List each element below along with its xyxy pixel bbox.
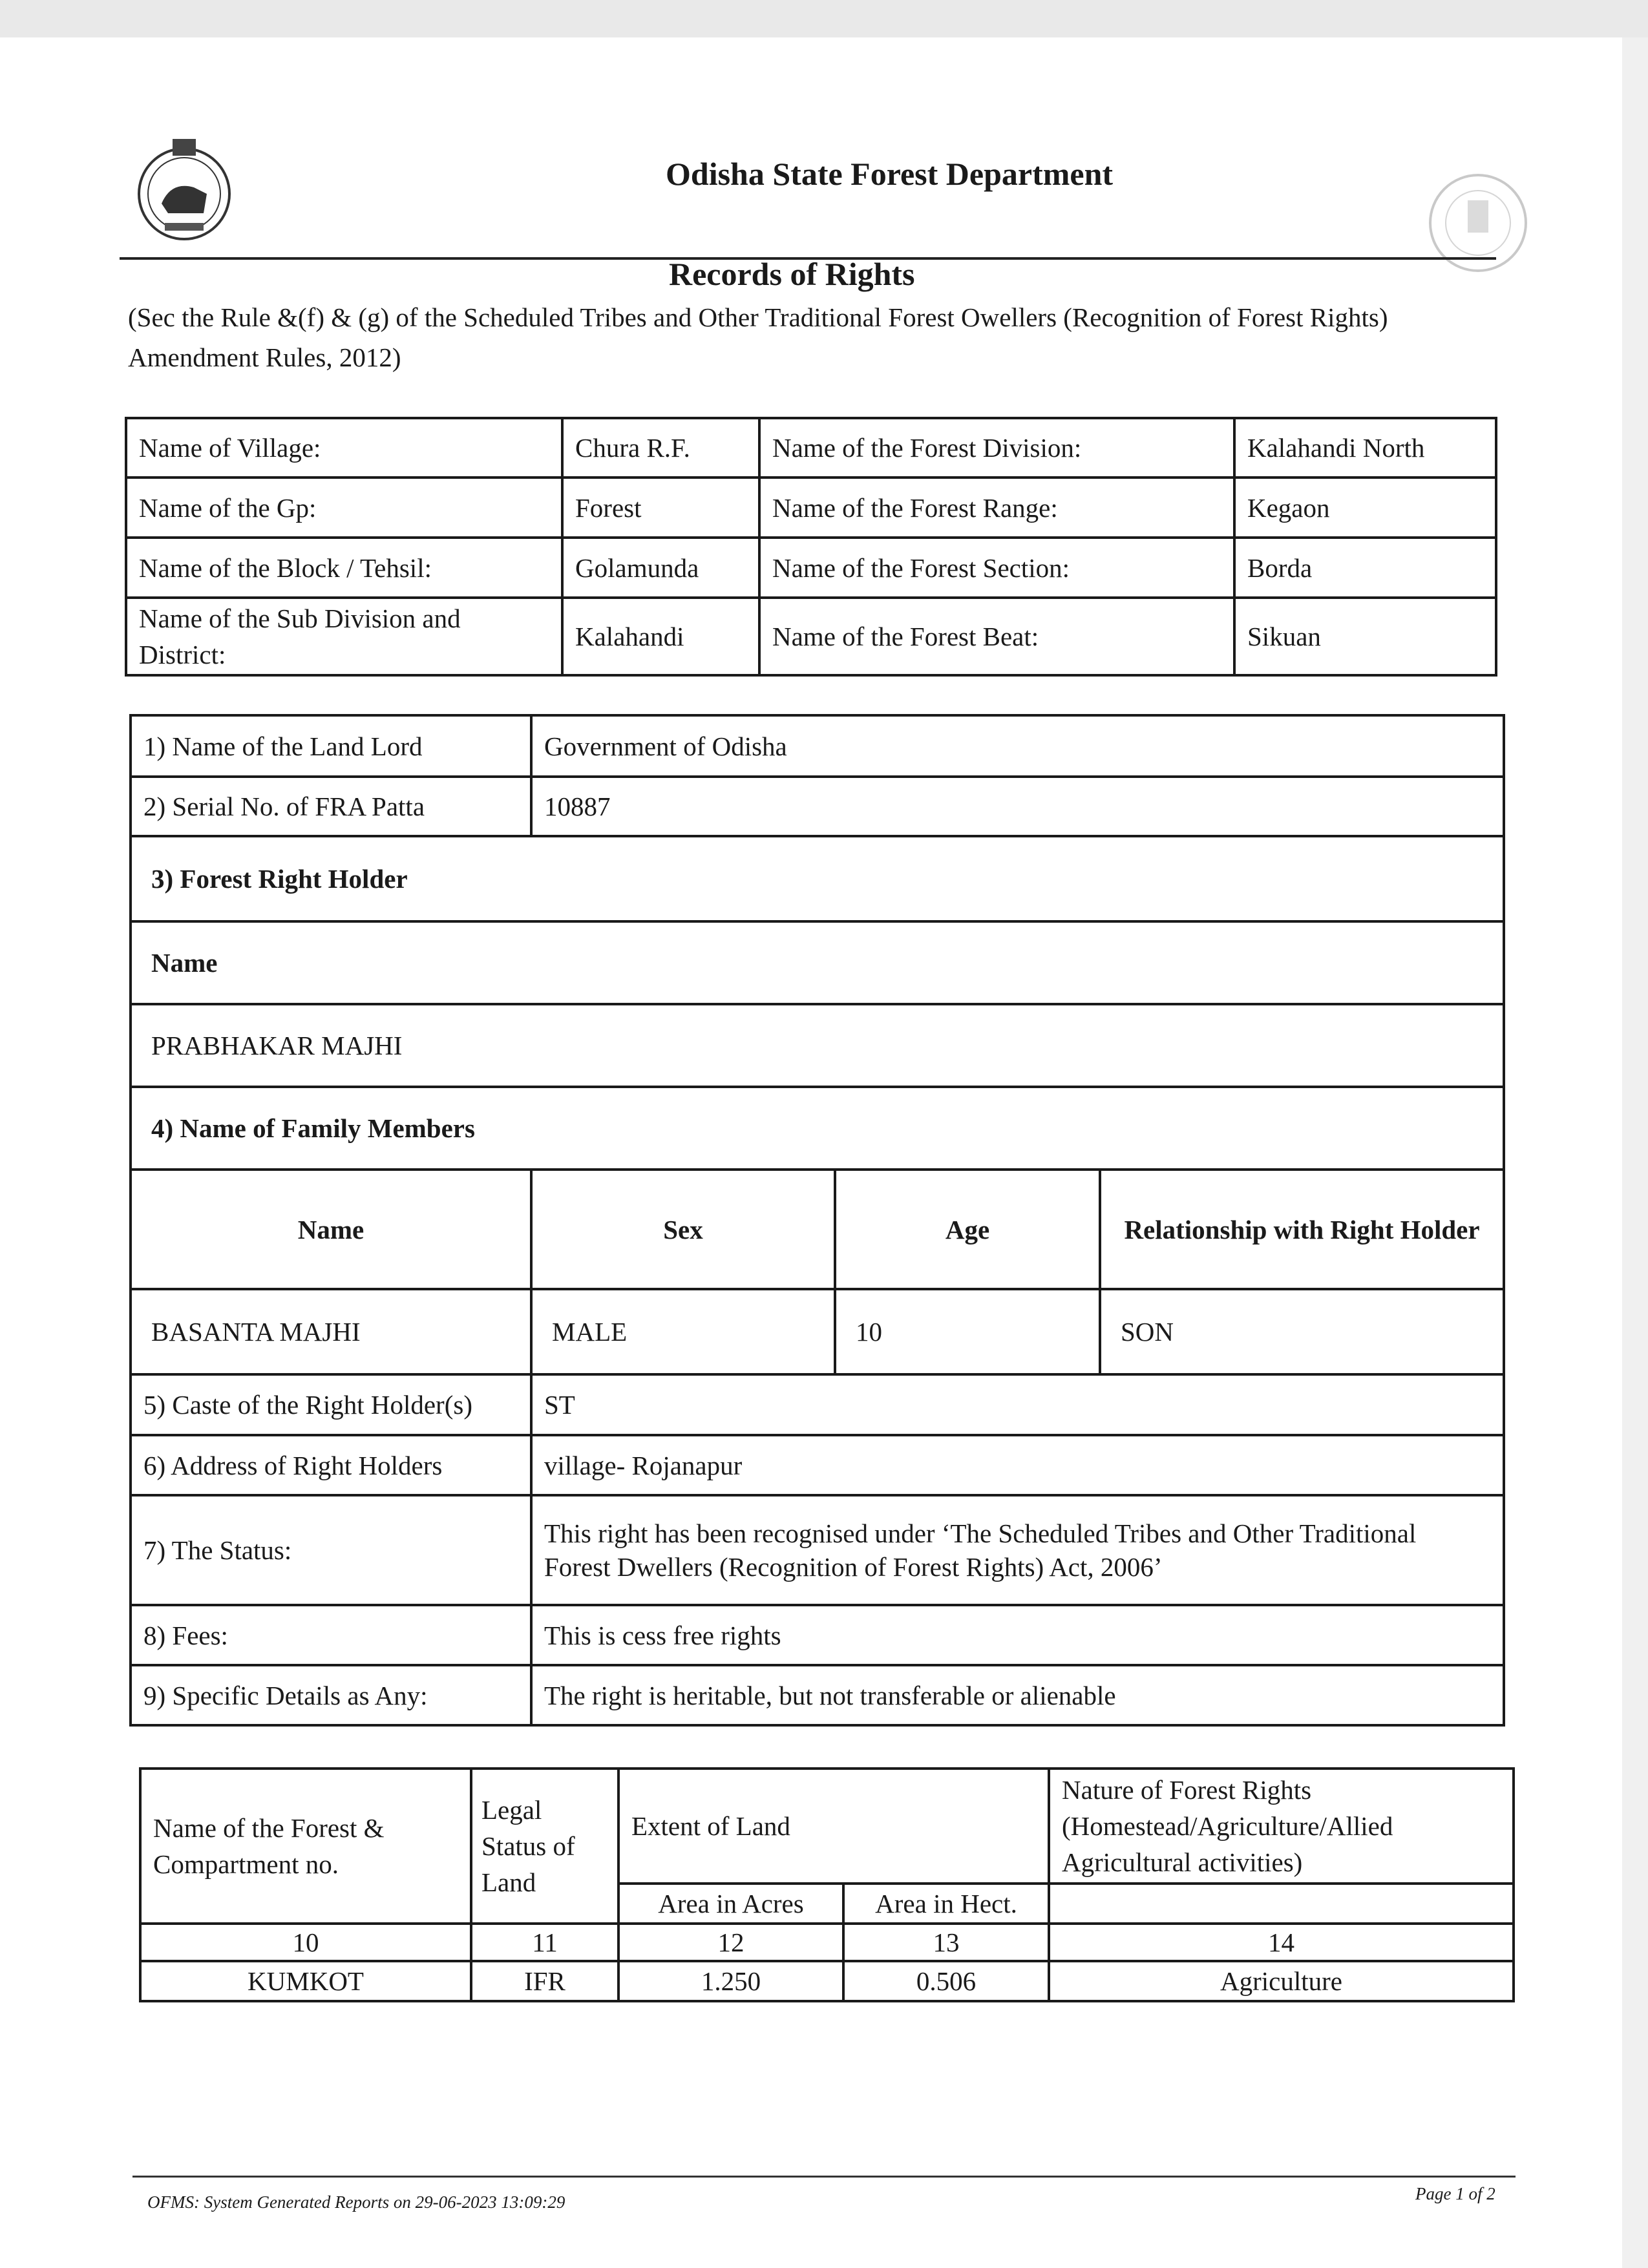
col-number-14: 14: [1049, 1924, 1514, 1961]
beat-label: Name of the Forest Beat:: [759, 598, 1234, 675]
status-line-1: This right has been recognised under ‘The Scheduled Tribes and Other Traditional: [544, 1518, 1417, 1548]
col-area-acres: Area in Acres: [618, 1884, 843, 1924]
member-sex: MALE: [531, 1289, 835, 1374]
col-nature-of-rights: Nature of Forest Rights (Homestead/Agriculture/Allied Agricultural activities): [1049, 1769, 1514, 1884]
location-table: [125, 417, 1497, 677]
land-legal: IFR: [471, 1961, 618, 2001]
landlord-value: Government of Odisha: [531, 715, 1504, 777]
col-area-hect: Area in Hect.: [843, 1884, 1049, 1924]
holder-heading: 3) Forest Right Holder: [131, 836, 1504, 921]
fees-label: 8) Fees:: [131, 1605, 531, 1665]
footer-divider: [132, 2176, 1516, 2178]
land-nature: Agriculture: [1049, 1961, 1514, 2001]
generated-timestamp: OFMS: System Generated Reports on 29-06-2023 13:09:29: [147, 2192, 565, 2212]
subdivision-value: Kalahandi: [562, 598, 759, 675]
col-number-10: 10: [140, 1924, 471, 1961]
col-number-12: 12: [618, 1924, 843, 1961]
scan-border-top: [0, 0, 1648, 37]
specific-label: 9) Specific Details as Any:: [131, 1665, 531, 1725]
family-col-sex: Sex: [531, 1170, 835, 1289]
address-label: 6) Address of Right Holders: [131, 1435, 531, 1495]
status-value: [531, 1495, 1504, 1605]
details-table: [129, 714, 1505, 1727]
family-col-age: Age: [835, 1170, 1100, 1289]
range-value: Kegaon: [1234, 478, 1496, 538]
section-value: Borda: [1234, 538, 1496, 598]
status-line-2: Forest Dwellers (Recognition of Forest Rights) Act, 2006’: [544, 1552, 1163, 1582]
department-name: Odisha State Forest Department: [666, 156, 1114, 192]
holder-name: PRABHAKAR MAJHI: [131, 1004, 1504, 1087]
family-col-name: Name: [131, 1170, 531, 1289]
scan-border-right: [1622, 37, 1648, 2268]
division-label: Name of the Forest Division:: [759, 418, 1234, 478]
col-extent-of-land: Extent of Land: [618, 1769, 1049, 1884]
page-title: Records of Rights: [669, 256, 915, 292]
col-number-11: 11: [471, 1924, 618, 1961]
family-heading: 4) Name of Family Members: [131, 1087, 1504, 1170]
village-label: Name of Village:: [126, 418, 562, 478]
name-heading: Name: [131, 921, 1504, 1004]
village-value: Chura R.F.: [562, 418, 759, 478]
col-legal-status: Legal Status of Land: [471, 1769, 618, 1924]
member-relationship: SON: [1100, 1289, 1504, 1374]
specific-value: The right is heritable, but not transferable or alienable: [531, 1665, 1504, 1725]
page-number: Page 1 of 2: [1415, 2184, 1495, 2203]
land-forest: KUMKOT: [140, 1961, 471, 2001]
rule-reference: (Sec the Rule &(f) & (g) of the Scheduled Tribes and Other Traditional Forest Owellers (Recognition of Forest Rights) Amendment Rules, 2012): [128, 302, 1388, 372]
land-hect: 0.506: [843, 1961, 1049, 2001]
land-acres: 1.250: [618, 1961, 843, 2001]
member-name: BASANTA MAJHI: [131, 1289, 531, 1374]
serial-label: 2) Serial No. of FRA Patta: [131, 777, 531, 836]
range-label: Name of the Forest Range:: [759, 478, 1234, 538]
status-label: 7) The Status:: [131, 1495, 531, 1605]
landlord-label: 1) Name of the Land Lord: [131, 715, 531, 777]
col-number-13: 13: [843, 1924, 1049, 1961]
serial-value: 10887: [531, 777, 1504, 836]
block-value: Golamunda: [562, 538, 759, 598]
caste-value: ST: [531, 1374, 1504, 1435]
land-table: [139, 1767, 1515, 2002]
fees-value: This is cess free rights: [531, 1605, 1504, 1665]
gp-label: Name of the Gp:: [126, 478, 562, 538]
gp-value: Forest: [562, 478, 759, 538]
subdivision-label: Name of the Sub Division and District:: [126, 598, 562, 675]
table-row: [131, 1289, 1504, 1374]
address-value: village- Rojanapur: [531, 1435, 1504, 1495]
beat-value: Sikuan: [1234, 598, 1496, 675]
col-nature-blank: [1049, 1884, 1514, 1924]
odisha-state-emblem-icon: [132, 132, 236, 246]
division-value: Kalahandi North: [1234, 418, 1496, 478]
block-label: Name of the Block / Tehsil:: [126, 538, 562, 598]
col-forest-compartment: Name of the Forest & Compartment no.: [140, 1769, 471, 1924]
section-label: Name of the Forest Section:: [759, 538, 1234, 598]
member-age: 10: [835, 1289, 1100, 1374]
family-col-relationship: Relationship with Right Holder: [1100, 1170, 1504, 1289]
table-row: [140, 1961, 1514, 2001]
caste-label: 5) Caste of the Right Holder(s): [131, 1374, 531, 1435]
